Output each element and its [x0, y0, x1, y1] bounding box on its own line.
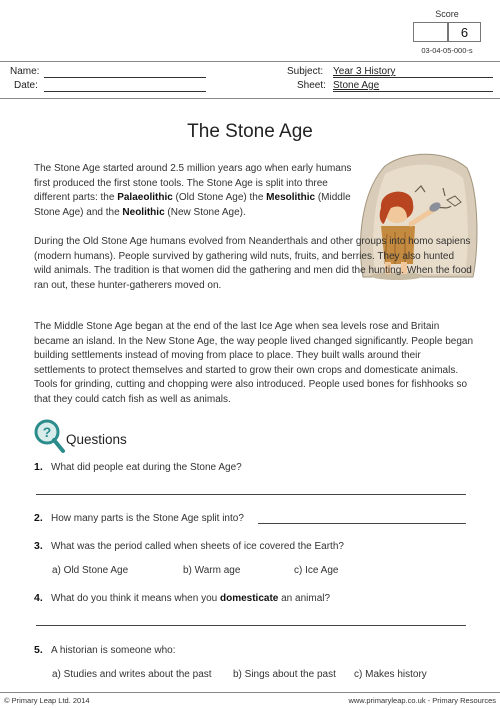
question-5-option-a[interactable]: a) Studies and writes about the past	[52, 669, 212, 680]
score-label: Score	[435, 9, 459, 19]
question-4-number: 4.	[34, 592, 43, 604]
magnifier-question-icon	[33, 418, 65, 454]
subject-label: Subject:	[287, 66, 324, 77]
question-4-answer-line[interactable]	[36, 625, 466, 626]
question-1-answer-line[interactable]	[36, 494, 466, 495]
paragraph-text: (Middle Stone Age) and the	[34, 192, 351, 218]
question-1-text: What did people eat during the Stone Age?	[51, 462, 242, 473]
paragraph-text: The Stone Age started around 2.5 million years ago when early humans first produced the first stone tools. The Stone Age is split into three different parts: the	[34, 163, 352, 204]
paragraph-2	[34, 235, 474, 293]
key-term: Neolithic	[122, 206, 165, 218]
footer-copyright: © Primary Leap Ltd. 2014	[4, 696, 90, 705]
paragraph-text: (New Stone Age).	[164, 206, 246, 218]
question-2-answer-line[interactable]	[258, 523, 466, 524]
key-term: Mesolithic	[266, 192, 316, 204]
score-empty-box	[413, 22, 448, 42]
question-5-option-b[interactable]: b) Sings about the past	[233, 669, 336, 680]
paragraph-3	[34, 320, 474, 408]
footer-rule	[0, 692, 500, 693]
sheet-value: Stone Age	[333, 80, 380, 91]
sheet-code: 03-04-05-000-s	[421, 46, 473, 55]
date-field[interactable]	[44, 91, 206, 92]
paragraph-text: The Middle Stone Age began at the end of the last Ice Age when sea levels rose and Britain became an island. In the New Stone Age, the way people lived changed significantly. People began building settlements instead of moving from place to place. They built walls around their settlements to protect themselves and started to grow their own crops and domesticate animals. Tools for grinding, cutting and chopping were also introduced. People used bones for fishhooks so that they could catch fish as well as animals.	[34, 321, 473, 405]
question-2-text: How many parts is the Stone Age split into?	[51, 513, 244, 524]
paragraph-text: During the Old Stone Age humans evolved from Neanderthals and other groups into homo sapiens (modern humans). People survived by gathering wild nuts, fruits, and berries. They also hunted wild animals. The tradition is that women did the gathering and men did the hunting. When the food ran out, these hunter-gatherers moved on.	[34, 236, 472, 291]
question-5-text: A historian is someone who:	[51, 645, 176, 656]
sheet-label: Sheet:	[297, 80, 326, 91]
svg-text:?: ?	[42, 424, 52, 440]
question-3-text: What was the period called when sheets of ice covered the Earth?	[51, 541, 344, 552]
header-bottom-rule	[0, 98, 500, 99]
question-5-option-c[interactable]: c) Makes history	[354, 669, 427, 680]
score-value: 6	[448, 22, 481, 42]
page-title: The Stone Age	[187, 121, 313, 142]
question-5-number: 5.	[34, 644, 43, 656]
question-3-option-b[interactable]: b) Warm age	[183, 565, 241, 576]
question-3-number: 3.	[34, 540, 43, 552]
paragraph-1	[34, 162, 352, 220]
paragraph-text: (Old Stone Age) the	[172, 192, 267, 204]
question-2-number: 2.	[34, 512, 43, 524]
subject-value: Year 3 History	[333, 66, 396, 77]
subject-line	[333, 77, 493, 78]
question-4-text: What do you think it means when you domesticate an animal?	[51, 593, 331, 604]
footer-website-link[interactable]: www.primaryleap.co.uk - Primary Resources	[348, 696, 496, 705]
question-3-option-a[interactable]: a) Old Stone Age	[52, 565, 129, 576]
questions-heading: Questions	[66, 432, 127, 447]
date-label: Date:	[14, 80, 38, 91]
question-3-option-c[interactable]: c) Ice Age	[294, 565, 339, 576]
question-1-number: 1.	[34, 461, 43, 473]
sheet-line	[333, 91, 493, 92]
header-top-rule	[0, 61, 500, 62]
key-term: Palaeolithic	[117, 192, 173, 204]
name-field[interactable]	[44, 77, 206, 78]
name-label: Name:	[10, 66, 40, 77]
